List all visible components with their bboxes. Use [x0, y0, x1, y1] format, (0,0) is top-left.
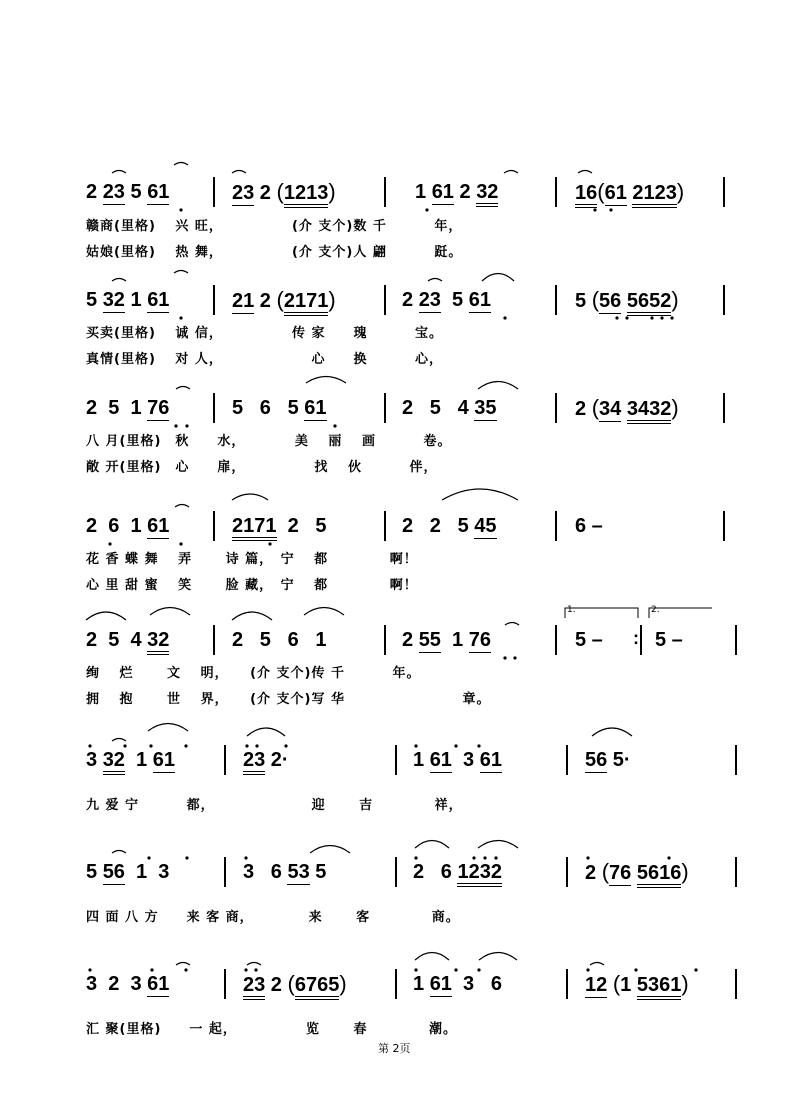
- note-group: 2 55 1 76: [402, 629, 491, 651]
- lyric-line: 八 月(里格) 秋 水， 美 丽 画 卷。: [86, 434, 452, 449]
- note-group: 2 5 4 32: [86, 630, 169, 650]
- note-group: 2171 2 5: [232, 516, 327, 536]
- lyric-line: 姑娘(里格) 热 舞， (介 支个)人 翩 跹。: [86, 245, 463, 260]
- note-group: 23 2 (1213): [232, 182, 336, 203]
- lyric-line: 绚 烂 文 明， (介 支个)传 千 年。: [86, 666, 421, 681]
- lyric-line: 买卖(里格) 诚 信， 传 家 瑰 宝。: [86, 326, 444, 341]
- note-group: 5 6 5 61: [232, 397, 327, 419]
- note-group: 5 56 1 3: [86, 861, 170, 883]
- note-group: 1 61 3 61: [413, 749, 502, 771]
- lyric-line: 敞 开(里格) 心 扉， 找 伙 伴，: [86, 460, 438, 475]
- note-group: 2 6 1232: [413, 862, 502, 882]
- lyric-line: 汇 聚(里格) 一 起， 览 春 潮。: [86, 1022, 458, 1037]
- note-group: 23 2 (6765): [243, 974, 347, 995]
- note-group: 2 5 6 1: [232, 629, 327, 651]
- note-group: 23 2·: [243, 750, 289, 770]
- lyric-line: 四 面 八 方 来 客 商， 来 客 商。: [86, 910, 460, 925]
- lyric-line: 拥 抱 世 界， (介 支个)写 华 章。: [86, 692, 491, 707]
- note-group: 2 5 1 76: [86, 397, 170, 419]
- note-group: 3 6 53 5: [243, 861, 327, 883]
- note-group: 2 5 4 35: [402, 397, 497, 419]
- note-group: 5 –: [655, 629, 683, 651]
- volta-1-label: 1.: [567, 605, 576, 615]
- lyric-line: 真情(里格) 对 人， 心 换 心，: [86, 352, 444, 367]
- note-group: 2 (34 3432): [575, 398, 679, 419]
- note-group: 3 2 3 61: [86, 973, 170, 995]
- note-group: 2 23 5 61: [86, 181, 170, 203]
- note-group: 2 6 1 61: [86, 515, 170, 537]
- note-group: 5 –: [575, 629, 603, 651]
- note-group: 5 32 1 61: [86, 289, 170, 311]
- volta-2-label: 2.: [651, 605, 660, 615]
- note-group: 56 5·: [585, 749, 631, 771]
- note-group: 6 –: [575, 515, 603, 537]
- note-group: 2 23 5 61: [402, 289, 491, 311]
- repeat-sign: :: [633, 628, 639, 648]
- note-group: 16(61 2123): [575, 182, 684, 203]
- lyric-line: 心 里 甜 蜜 笑 脸 藏， 宁 都 啊！: [86, 578, 418, 593]
- lyric-line: 花 香 蝶 舞 弄 诗 篇， 宁 都 啊！: [86, 552, 418, 567]
- note-group: 5 (56 5652): [575, 290, 679, 311]
- note-group: 1 61 2 32: [415, 182, 498, 202]
- note-group: 12 (1 5361): [585, 974, 689, 995]
- note-group: 21 2 (2171): [232, 290, 336, 311]
- lyric-line: 九 爱 宁 都， 迎 吉 祥，: [86, 798, 463, 813]
- note-group: 2 2 5 45: [402, 515, 497, 537]
- note-group: 1 61 3 6: [413, 973, 502, 995]
- lyric-line: 赣商(里格) 兴 旺， (介 支个)数 千 年，: [86, 219, 463, 234]
- page-number: 第 2页: [378, 1042, 411, 1055]
- note-group: 3 32 1 61: [86, 750, 175, 770]
- note-group: 2 (76 5616): [585, 862, 689, 883]
